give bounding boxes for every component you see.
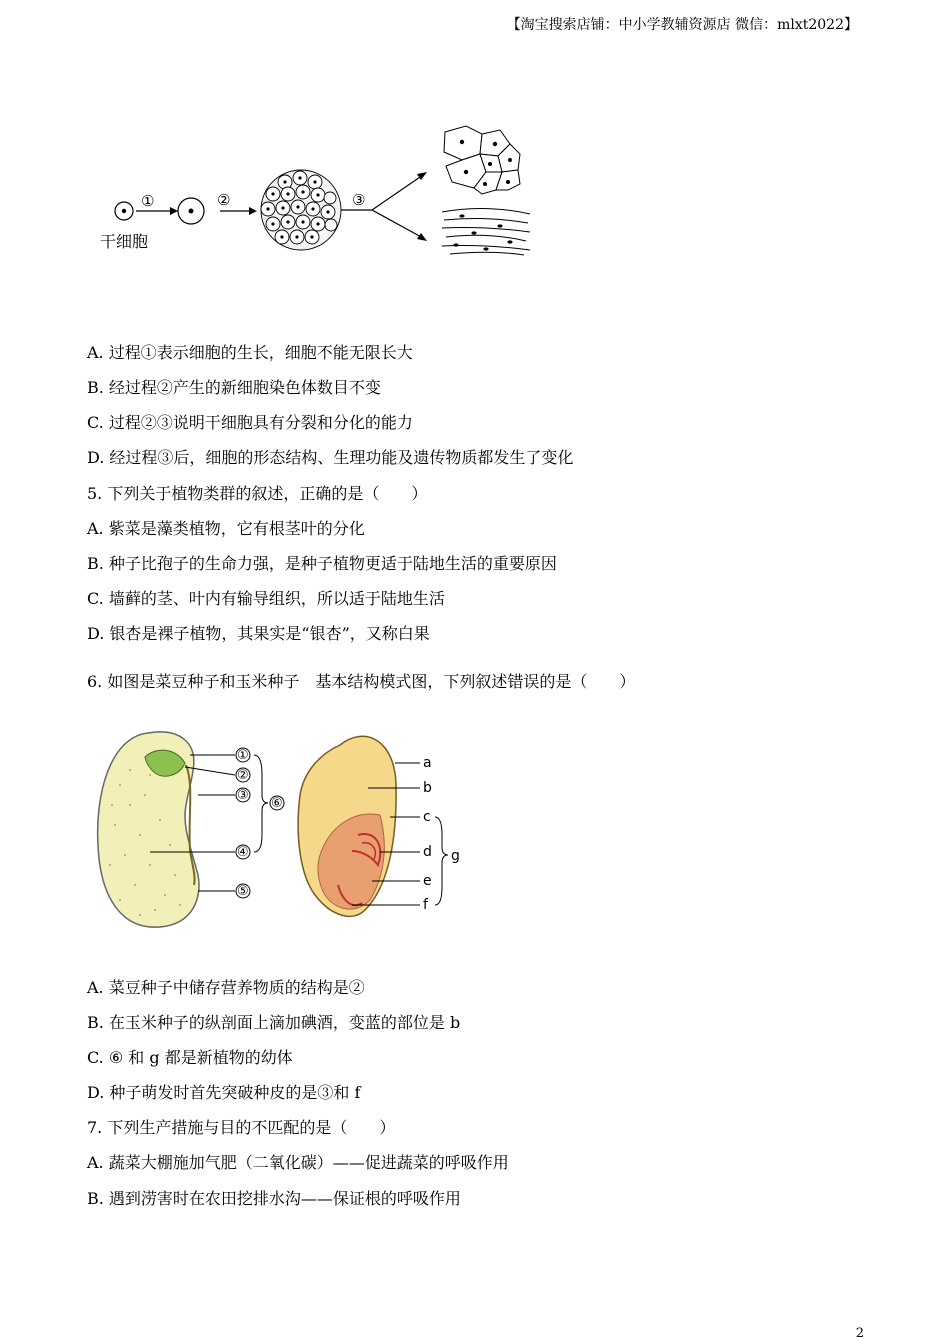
q6-option-b: B. 在玉米种子的纵剖面上滴加碘酒，变蓝的部位是 b bbox=[87, 1013, 461, 1032]
step-3-label: ③ bbox=[352, 191, 366, 209]
q4-option-a: A. 过程①表示细胞的生长，细胞不能无限长大 bbox=[87, 343, 413, 362]
bean-label-2: ② bbox=[237, 768, 249, 783]
bean-label-1: ① bbox=[237, 748, 249, 763]
step-2-label: ② bbox=[217, 191, 231, 209]
stem-cell-label: 干细胞 bbox=[100, 232, 149, 251]
page-number: 2 bbox=[855, 1326, 864, 1341]
q7-option-a: A. 蔬菜大棚施加气肥（二氧化碳）——促进蔬菜的呼吸作用 bbox=[87, 1153, 509, 1172]
q4-option-b: B. 经过程②产生的新细胞染色体数目不变 bbox=[87, 378, 381, 397]
bean-label-6: ⑥ bbox=[271, 796, 283, 811]
step-1-label: ① bbox=[141, 192, 155, 210]
stem-cell-figure bbox=[90, 120, 550, 265]
q4-option-d: D. 经过程③后，细胞的形态结构、生理功能及遗传物质都发生了变化 bbox=[87, 448, 574, 467]
q6-option-c: C. ⑥ 和 g 都是新植物的幼体 bbox=[87, 1048, 293, 1067]
corn-label-f: f bbox=[423, 897, 428, 913]
q5-option-b: B. 种子比孢子的生命力强，是种子植物更适于陆地生活的重要原因 bbox=[87, 554, 557, 573]
q6-option-d: D. 种子萌发时首先突破种皮的是③和 f bbox=[87, 1083, 361, 1102]
corn-label-e: e bbox=[423, 873, 432, 889]
q5-stem: 5. 下列关于植物类群的叙述，正确的是（ ） bbox=[87, 484, 428, 503]
bean-label-3: ③ bbox=[237, 788, 249, 803]
cell-cluster bbox=[261, 170, 341, 250]
corn-label-d: d bbox=[423, 844, 432, 860]
corn-label-b: b bbox=[423, 780, 432, 796]
q6-stem: 6. 如图是菜豆种子和玉米种子 基本结构模式图，下列叙述错误的是（ ） bbox=[87, 672, 636, 691]
bean-label-5: ⑤ bbox=[237, 884, 249, 899]
q6-option-a: A. 菜豆种子中储存营养物质的结构是② bbox=[87, 978, 365, 997]
seed-structure-figure bbox=[90, 725, 480, 935]
q5-option-d: D. 银杏是裸子植物，其果实是“银杏”，又称白果 bbox=[87, 624, 430, 643]
q5-option-a: A. 紫菜是藻类植物，它有根茎叶的分化 bbox=[87, 519, 365, 538]
q4-option-c: C. 过程②③说明干细胞具有分裂和分化的能力 bbox=[87, 413, 413, 432]
q7-option-b: B. 遇到涝害时在农田挖排水沟——保证根的呼吸作用 bbox=[87, 1189, 461, 1208]
corn-label-a: a bbox=[423, 755, 432, 771]
bean-label-4: ④ bbox=[237, 845, 249, 860]
page-header: 【淘宝搜索店铺：中小学教辅资源店 微信：mlxt2022】 bbox=[506, 17, 858, 33]
q5-option-c: C. 墙藓的茎、叶内有输导组织，所以适于陆地生活 bbox=[87, 589, 445, 608]
corn-label-g: g bbox=[451, 848, 460, 864]
corn-label-c: c bbox=[423, 809, 431, 825]
q7-stem: 7. 下列生产措施与目的不匹配的是（ ） bbox=[87, 1118, 396, 1137]
